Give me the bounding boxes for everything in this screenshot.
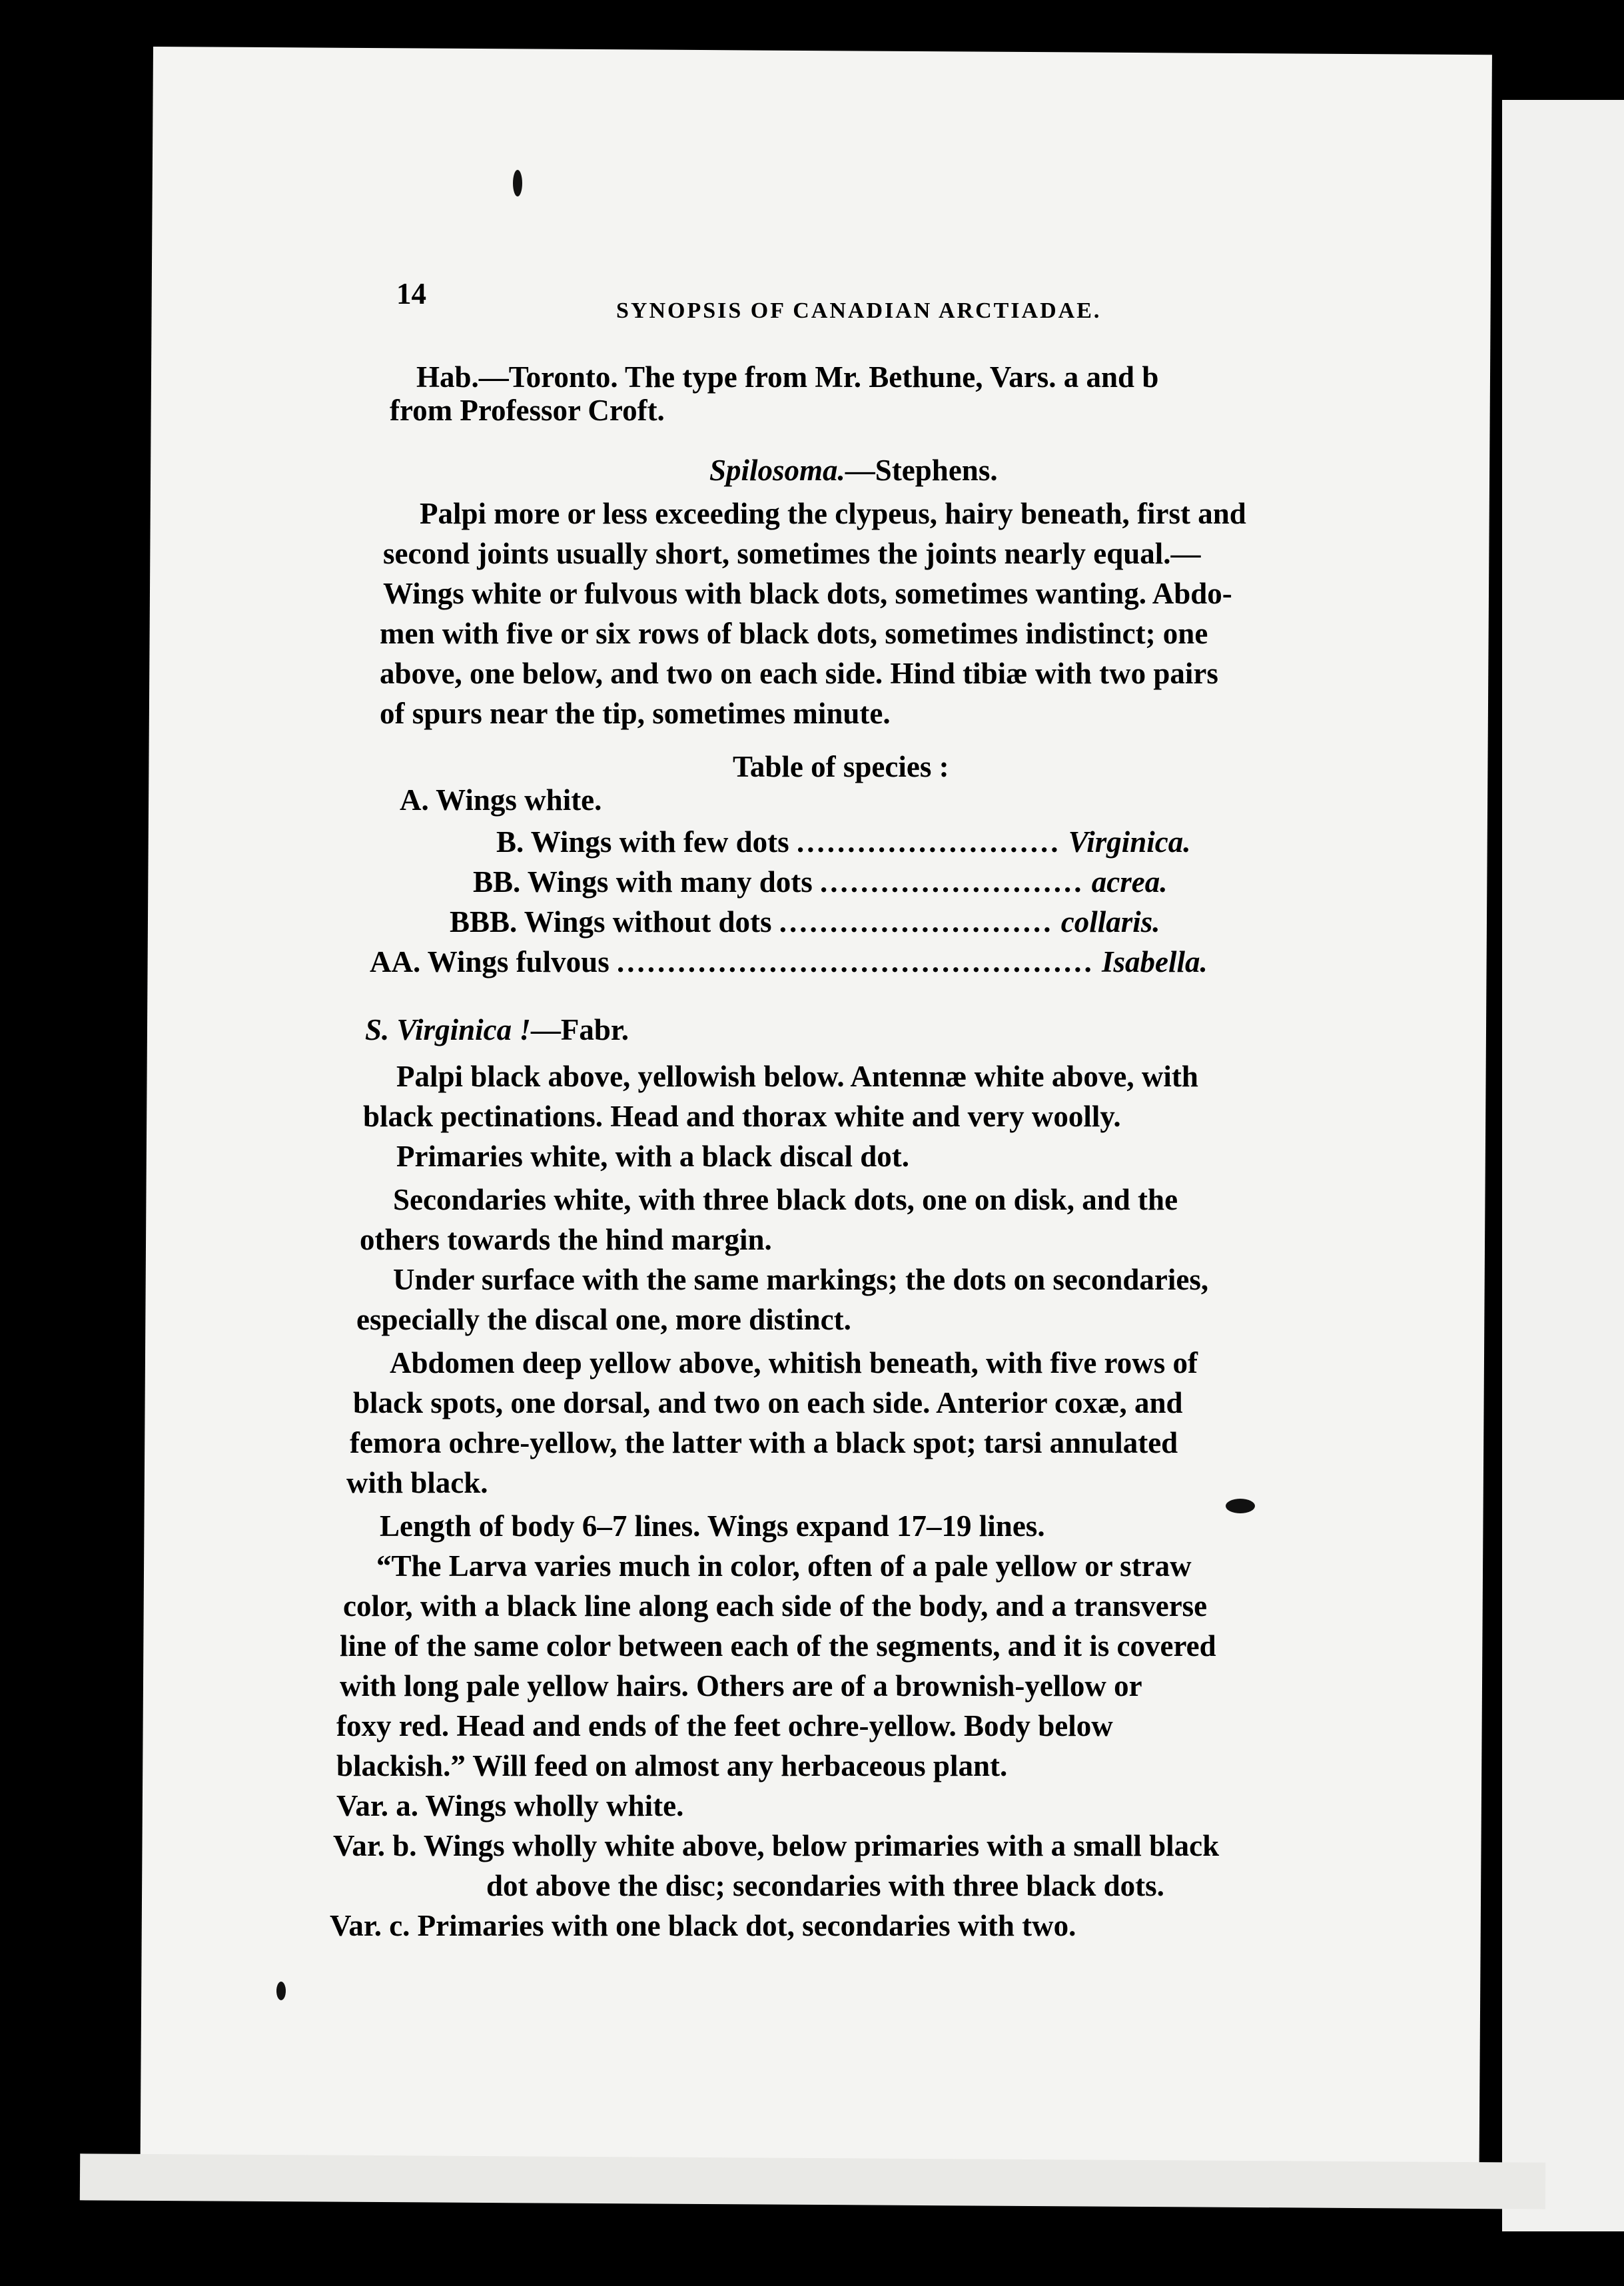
habitat-line-1: Hab.—Toronto. The type from Mr. Bethune, Vars. a and b: [416, 360, 1159, 394]
species-desc-line: especially the discal one, more distinct.: [356, 1303, 851, 1336]
table-row-species: Isabella.: [1101, 945, 1208, 978]
genus-desc-line: Palpi more or less exceeding the clypeus, hairy beneath, first and: [420, 497, 1246, 530]
species-desc-line: Primaries white, with a black discal dot.: [396, 1140, 909, 1173]
table-row-species: Virginica.: [1068, 825, 1191, 859]
species-desc-line: blackish.” Will feed on almost any herbaceous plant.: [336, 1749, 1008, 1782]
species-name: S. Virginica !: [365, 1013, 531, 1046]
species-desc-line: with long pale yellow hairs. Others are of a brownish-yellow or: [340, 1669, 1142, 1703]
genus-desc-line: Wings white or fulvous with black dots, sometimes wanting. Abdo-: [383, 577, 1232, 610]
species-desc-line: Var. a. Wings wholly white.: [336, 1789, 684, 1822]
species-desc-line: color, with a black line along each side of the body, and a transverse: [343, 1589, 1208, 1623]
species-heading: [365, 1012, 629, 1047]
species-desc-line: Abdomen deep yellow above, whitish beneath, with five rows of: [390, 1346, 1198, 1379]
species-desc-line: Secondaries white, with three black dots, one on disk, and the: [393, 1183, 1178, 1216]
page-bottom-edge: [80, 2153, 1545, 2209]
genus-desc-line: second joints usually short, sometimes the joints nearly equal.—: [383, 537, 1201, 570]
species-desc-line: black spots, one dorsal, and two on each side. Anterior coxæ, and: [353, 1386, 1183, 1419]
running-title: SYNOPSIS OF CANADIAN ARCTIADAE.: [616, 298, 1102, 323]
genus-desc-line: men with five or six rows of black dots, sometimes indistinct; one: [380, 617, 1208, 650]
ink-spot: [513, 170, 522, 196]
table-row-label: A. Wings white.: [400, 783, 602, 817]
species-desc-line: femora ochre-yellow, the latter with a black spot; tarsi annulated: [350, 1426, 1178, 1459]
species-desc-line: Var. c. Primaries with one black dot, secondaries with two.: [330, 1909, 1076, 1942]
facing-page-edge: [1502, 100, 1624, 2231]
table-row-label: BBB. Wings without dots: [450, 905, 772, 939]
species-desc-line: “The Larva varies much in color, often of a pale yellow or straw: [376, 1549, 1192, 1583]
species-desc-line: dot above the disc; secondaries with three black dots.: [486, 1869, 1164, 1902]
genus-author: —Stephens.: [845, 454, 998, 487]
table-title: Table of species :: [733, 750, 949, 783]
species-desc-line: foxy red. Head and ends of the feet ochre-yellow. Body below: [336, 1709, 1113, 1742]
table-row: [450, 905, 1160, 939]
ink-spot: [1226, 1499, 1255, 1513]
species-author: —Fabr.: [530, 1013, 629, 1046]
habitat-line-2: from Professor Croft.: [390, 394, 665, 427]
table-row-leader: ..........................: [820, 865, 1084, 899]
table-row: [370, 945, 1208, 979]
genus-desc-line: of spurs near the tip, sometimes minute.: [380, 697, 891, 730]
table-row-label: BB. Wings with many dots: [473, 865, 813, 899]
species-desc-line: Under surface with the same markings; the dots on secondaries,: [393, 1263, 1209, 1296]
page-number: 14: [396, 277, 426, 310]
table-row-leader: ...............................................: [616, 945, 1094, 978]
genus-desc-line: above, one below, and two on each side. Hind tibiæ with two pairs: [380, 657, 1218, 690]
species-desc-line: with black.: [346, 1466, 488, 1499]
table-row-species: collaris.: [1060, 905, 1160, 939]
table-row-label: B. Wings with few dots: [496, 825, 789, 859]
table-row-species: acrea.: [1091, 865, 1168, 899]
species-desc-line: black pectinations. Head and thorax white and very woolly.: [363, 1100, 1121, 1133]
table-row-label: AA. Wings fulvous: [370, 945, 609, 978]
species-desc-line: Length of body 6–7 lines. Wings expand 17–19 lines.: [380, 1509, 1045, 1543]
ink-spot: [276, 1982, 286, 2000]
species-desc-line: Palpi black above, yellowish below. Antennæ white above, with: [396, 1060, 1198, 1093]
genus-heading: [709, 453, 998, 488]
species-desc-line: Var. b. Wings wholly white above, below primaries with a small black: [333, 1829, 1220, 1862]
table-row: [400, 783, 602, 817]
table-row-leader: ...........................: [779, 905, 1054, 939]
table-row-leader: ..........................: [796, 825, 1061, 859]
species-desc-line: others towards the hind margin.: [360, 1223, 772, 1256]
table-row: [473, 865, 1167, 899]
species-desc-line: line of the same color between each of the segments, and it is covered: [340, 1629, 1216, 1663]
table-row: [496, 825, 1191, 859]
genus-name: Spilosoma.: [709, 454, 845, 487]
